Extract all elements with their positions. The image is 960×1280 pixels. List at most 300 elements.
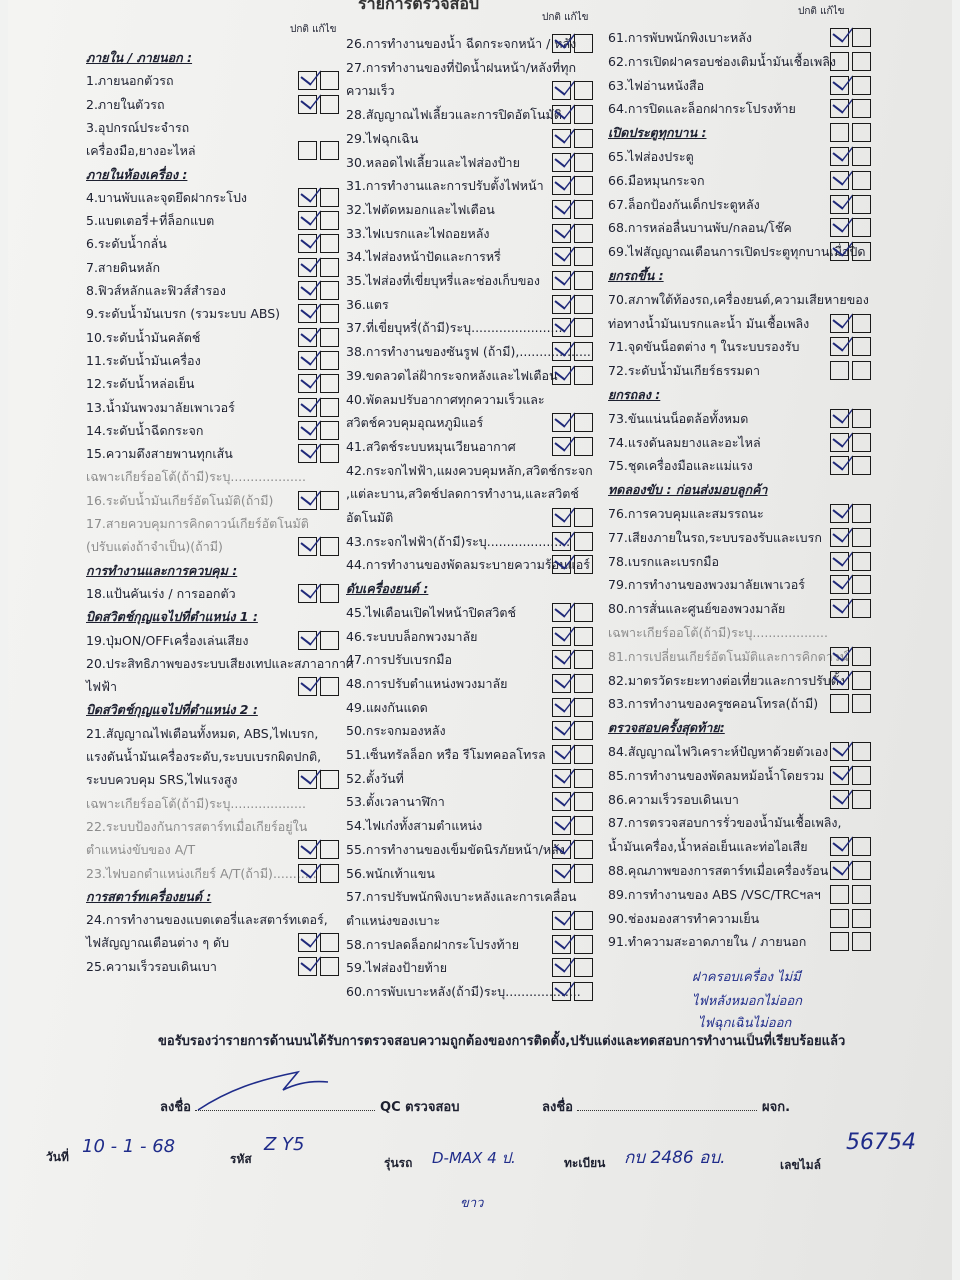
checkbox-normal[interactable] xyxy=(830,599,849,618)
checkbox-pair xyxy=(298,933,339,952)
checkbox-pair xyxy=(830,528,871,547)
checkbox-normal[interactable] xyxy=(298,258,317,277)
checkbox-pair xyxy=(552,318,593,337)
checklist-item-label: ไฟสัญญาณเตือนต่าง ๆ ดับ xyxy=(86,935,230,950)
checkbox-pair xyxy=(552,792,593,811)
checklist-item-label: 36.แตร xyxy=(346,297,389,312)
checkbox-fix[interactable] xyxy=(574,698,593,717)
checkbox-fix[interactable] xyxy=(574,721,593,740)
checkbox-fix[interactable] xyxy=(574,153,593,172)
checkbox-pair xyxy=(552,295,593,314)
date-row: วันที่ xyxy=(46,1150,69,1164)
checkbox-normal[interactable] xyxy=(552,745,571,764)
certification-text: ขอรับรองว่ารายการด้านบนได้รับการตรวจสอบความถูกต้องของการติดตั้ง,ปรับแต่งและทดสอบการทำงานเป็นที่เรียบร้อยแล้ว xyxy=(158,1034,846,1049)
checkbox-pair xyxy=(552,958,593,977)
checkbox-fix[interactable] xyxy=(574,224,593,243)
checkbox-normal[interactable] xyxy=(552,935,571,954)
checklist-item-label: 4.บานพับและจุดยึดฝากระโปง xyxy=(86,190,248,205)
checkbox-fix[interactable] xyxy=(574,200,593,219)
checkbox-fix[interactable] xyxy=(574,271,593,290)
checkbox-fix[interactable] xyxy=(320,95,339,114)
checkbox-pair xyxy=(298,398,339,417)
checkbox-normal[interactable] xyxy=(298,933,317,952)
checkbox-fix[interactable] xyxy=(852,456,871,475)
checkbox-normal[interactable] xyxy=(552,81,571,100)
checklist-item-label: 84.สัญญาณไฟวิเคราะห์ปัญหาด้วยตัวเอง xyxy=(608,744,829,759)
checklist-item-label: 90.ช่องมองสารทำความเย็น xyxy=(608,911,760,926)
checklist-item-label: ความเร็ว xyxy=(346,83,395,98)
checklist-item-label: 8.ฟิวส์หลักและฟิวส์สำรอง xyxy=(86,283,226,298)
checklist-item-label: 74.แรงดันลมยางและอะไหล่ xyxy=(608,435,761,450)
checkbox-normal[interactable] xyxy=(552,200,571,219)
checkbox-fix[interactable] xyxy=(574,413,593,432)
checkbox-pair xyxy=(552,224,593,243)
checkbox-fix[interactable] xyxy=(320,864,339,883)
col-header-2: ปกติ แก้ไข xyxy=(542,12,589,23)
checkbox-pair xyxy=(830,337,871,356)
checkbox-normal[interactable] xyxy=(298,304,317,323)
checkbox-fix[interactable] xyxy=(852,123,871,142)
checkbox-fix[interactable] xyxy=(574,816,593,835)
checkbox-pair xyxy=(298,957,339,976)
checkbox-fix[interactable] xyxy=(852,314,871,333)
checkbox-normal[interactable] xyxy=(298,421,317,440)
section-heading: ภายใน / ภายนอก : xyxy=(86,50,193,65)
checkbox-fix[interactable] xyxy=(574,935,593,954)
checkbox-normal[interactable] xyxy=(552,437,571,456)
checkbox-fix[interactable] xyxy=(574,650,593,669)
checklist-item-label: 73.ขันแน่นน็อตล้อทั้งหมด xyxy=(608,411,749,426)
checkbox-pair xyxy=(298,537,339,556)
checkbox-normal[interactable] xyxy=(552,958,571,977)
page-title: รายการตรวจสอบ xyxy=(358,0,480,13)
checkbox-normal[interactable] xyxy=(830,52,849,71)
checkbox-normal[interactable] xyxy=(830,218,849,237)
checklist-item-label: 42.กระจกไฟฟ้า,แผงควบคุมหลัก,สวิตช์กระจก xyxy=(346,463,593,478)
checklist-item-label: 50.กระจกมองหลัง xyxy=(346,723,446,738)
checkbox-normal[interactable] xyxy=(830,504,849,523)
checkbox-normal[interactable] xyxy=(552,555,571,574)
checkbox-normal[interactable] xyxy=(298,770,317,789)
checkbox-fix[interactable] xyxy=(574,342,593,361)
checkbox-fix[interactable] xyxy=(320,328,339,347)
checkbox-fix[interactable] xyxy=(574,769,593,788)
checkbox-normal[interactable] xyxy=(552,508,571,527)
checkbox-fix[interactable] xyxy=(320,677,339,696)
checkbox-fix[interactable] xyxy=(320,71,339,90)
checklist-item-label: 49.แผงกันแดด xyxy=(346,700,428,715)
checkbox-fix[interactable] xyxy=(574,603,593,622)
checkbox-fix[interactable] xyxy=(320,258,339,277)
checkbox-fix[interactable] xyxy=(320,351,339,370)
checkbox-normal[interactable] xyxy=(830,694,849,713)
checkbox-normal[interactable] xyxy=(552,532,571,551)
section-heading: ทดลองขับ : ก่อนส่งมอบลูกค้า xyxy=(608,482,768,497)
section-heading: บิดสวิตช์กุญแจไปที่ตำแหน่ง 2 : xyxy=(86,702,258,717)
checkbox-normal[interactable] xyxy=(830,99,849,118)
checkbox-fix[interactable] xyxy=(574,745,593,764)
checklist-item-label: 26.การทำงานของน้ำ ฉีดกระจกหน้า / หลัง xyxy=(346,36,577,51)
checkbox-fix[interactable] xyxy=(852,909,871,928)
checklist-item-label: 18.แป้นคันเร่ง / การออกตัว xyxy=(86,586,236,601)
checkbox-fix[interactable] xyxy=(574,532,593,551)
checkbox-fix[interactable] xyxy=(852,742,871,761)
checkbox-normal[interactable] xyxy=(830,314,849,333)
section-heading: เปิดประตูทุกบาน : xyxy=(608,125,707,140)
checkbox-normal[interactable] xyxy=(298,584,317,603)
checklist-item-label: 62.การเปิดฝาครอบช่องเติมน้ำมันเชื้อเพลิง xyxy=(608,54,836,69)
checkbox-pair xyxy=(830,242,871,261)
checkbox-normal[interactable] xyxy=(830,337,849,356)
checkbox-fix[interactable] xyxy=(852,575,871,594)
checklist-item-label: 52.ตั้งวันที่ xyxy=(346,771,404,786)
checkbox-normal[interactable] xyxy=(298,398,317,417)
checkbox-normal[interactable] xyxy=(830,76,849,95)
checkbox-pair xyxy=(830,99,871,118)
checkbox-fix[interactable] xyxy=(320,840,339,859)
checkbox-fix[interactable] xyxy=(574,911,593,930)
checkbox-normal[interactable] xyxy=(552,792,571,811)
checkbox-normal[interactable] xyxy=(298,957,317,976)
checkbox-fix[interactable] xyxy=(852,433,871,452)
checkbox-fix[interactable] xyxy=(852,599,871,618)
checkbox-fix[interactable] xyxy=(852,52,871,71)
checkbox-fix[interactable] xyxy=(852,171,871,190)
checkbox-fix[interactable] xyxy=(320,491,339,510)
checkbox-pair xyxy=(552,366,593,385)
plate-value: กบ 2486 อบ. xyxy=(624,1148,726,1168)
checkbox-fix[interactable] xyxy=(574,34,593,53)
checkbox-normal[interactable] xyxy=(830,409,849,428)
checkbox-pair xyxy=(298,770,339,789)
checkbox-normal[interactable] xyxy=(830,123,849,142)
checkbox-normal[interactable] xyxy=(552,318,571,337)
checkbox-normal[interactable] xyxy=(552,342,571,361)
checkbox-normal[interactable] xyxy=(830,671,849,690)
checkbox-fix[interactable] xyxy=(574,508,593,527)
checkbox-normal[interactable] xyxy=(552,271,571,290)
checklist-item-label: 20.ประสิทธิภาพของระบบเสียงเทปและสภาอากาศ xyxy=(86,656,354,671)
checkbox-fix[interactable] xyxy=(852,861,871,880)
checkbox-fix[interactable] xyxy=(320,770,339,789)
checklist-item-label: 57.การปรับพนักพิงเบาะหลังและการเคลื่อน xyxy=(346,889,577,904)
note-line-2: ไฟหลังหมอกไม่ออก xyxy=(692,994,803,1009)
checkbox-fix[interactable] xyxy=(852,647,871,666)
checkbox-normal[interactable] xyxy=(298,351,317,370)
checklist-item-label: 43.กระจกไฟฟ้า(ถ้ามี)ระบุ..................... xyxy=(346,534,571,549)
checkbox-fix[interactable] xyxy=(574,958,593,977)
checkbox-fix[interactable] xyxy=(574,864,593,883)
checkbox-normal[interactable] xyxy=(552,816,571,835)
checkbox-fix[interactable] xyxy=(574,555,593,574)
checkbox-normal[interactable] xyxy=(830,766,849,785)
checkbox-normal[interactable] xyxy=(552,34,571,53)
checkbox-normal[interactable] xyxy=(830,742,849,761)
checkbox-normal[interactable] xyxy=(552,366,571,385)
checkbox-fix[interactable] xyxy=(320,234,339,253)
checkbox-fix[interactable] xyxy=(320,281,339,300)
checkbox-fix[interactable] xyxy=(852,552,871,571)
checkbox-fix[interactable] xyxy=(320,631,339,650)
checkbox-normal[interactable] xyxy=(298,141,317,160)
section-heading: ยกรถขึ้น : xyxy=(608,268,664,283)
checkbox-pair xyxy=(552,247,593,266)
checkbox-fix[interactable] xyxy=(852,528,871,547)
checklist-item-label: 58.การปลดล็อกฝากระโปรงท้าย xyxy=(346,937,520,952)
checkbox-fix[interactable] xyxy=(852,671,871,690)
checkbox-normal[interactable] xyxy=(830,575,849,594)
checklist-item-label: 33.ไฟเบรกและไฟถอยหลัง xyxy=(346,226,490,241)
checklist-item-label: 24.การทำงานของแบตเตอรี่และสตาร์ทเตอร์, xyxy=(86,912,328,927)
checkbox-normal[interactable] xyxy=(830,909,849,928)
checkbox-fix[interactable] xyxy=(852,790,871,809)
checkbox-normal[interactable] xyxy=(298,374,317,393)
checkbox-pair xyxy=(552,816,593,835)
checkbox-normal[interactable] xyxy=(830,647,849,666)
checklist-item-label: 88.คุณภาพของการสตาร์ทเมื่อเครื่องร้อน xyxy=(608,863,829,878)
checkbox-normal[interactable] xyxy=(298,234,317,253)
checkbox-fix[interactable] xyxy=(574,247,593,266)
checklist-item-label: ไฟฟ้า xyxy=(86,679,118,694)
checkbox-pair xyxy=(298,188,339,207)
section-heading: ตรวจสอบครั้งสุดท้าย: xyxy=(608,720,725,735)
checkbox-normal[interactable] xyxy=(830,932,849,951)
checklist-item-label: 89.การทำงานของ ABS /VSC/TRCฯลฯ xyxy=(608,887,821,902)
checklist-item-label: 15.ความตึงสายพานทุกเส้น xyxy=(86,446,233,461)
checkbox-normal[interactable] xyxy=(298,281,317,300)
checkbox-normal[interactable] xyxy=(298,491,317,510)
checklist-item-label: 16.ระดับน้ำมันเกียร์อัตโนมัติ(ถ้ามี) xyxy=(86,493,274,508)
checkbox-pair xyxy=(830,647,871,666)
checklist-item-label: 80.การสั่นและศูนย์ของพวงมาลัย xyxy=(608,601,786,616)
checkbox-fix[interactable] xyxy=(574,437,593,456)
section-heading: ดับเครื่องยนต์ : xyxy=(346,581,429,596)
checklist-item-label: 72.ระดับน้ำมันเกียร์ธรรมดา xyxy=(608,363,761,378)
plate-label: ทะเบียน xyxy=(564,1156,606,1170)
checkbox-fix[interactable] xyxy=(574,295,593,314)
checklist-item-label: 19.ปุ่มON/OFFเครื่องเล่นเสียง xyxy=(86,633,249,648)
checkbox-normal[interactable] xyxy=(830,361,849,380)
checkbox-pair xyxy=(830,552,871,571)
checkbox-fix[interactable] xyxy=(852,218,871,237)
checkbox-fix[interactable] xyxy=(852,28,871,47)
checkbox-fix[interactable] xyxy=(574,81,593,100)
checklist-item-label: 47.การปรับเบรกมือ xyxy=(346,652,452,667)
checkbox-pair xyxy=(830,790,871,809)
checklist-item-label: 32.ไฟตัดหมอกและไฟเตือน xyxy=(346,202,495,217)
checkbox-fix[interactable] xyxy=(574,674,593,693)
checkbox-fix[interactable] xyxy=(320,304,339,323)
checkbox-pair xyxy=(830,456,871,475)
checkbox-fix[interactable] xyxy=(574,105,593,124)
checkbox-pair xyxy=(552,532,593,551)
checkbox-normal[interactable] xyxy=(830,171,849,190)
checkbox-normal[interactable] xyxy=(552,650,571,669)
checkbox-fix[interactable] xyxy=(320,957,339,976)
checkbox-normal[interactable] xyxy=(830,433,849,452)
section-heading: การทำงานและการควบคุม : xyxy=(86,563,238,578)
checkbox-normal[interactable] xyxy=(552,176,571,195)
checkbox-pair xyxy=(552,603,593,622)
checkbox-normal[interactable] xyxy=(552,674,571,693)
checklist-item-label: 29.ไฟฉุกเฉิน xyxy=(346,131,419,146)
checklist-item-label: 83.การทำงานของครูซคอนโทรล(ถ้ามี) xyxy=(608,696,819,711)
checkbox-normal[interactable] xyxy=(830,861,849,880)
checklist-item-label: ตำแหน่งขับของ A/T xyxy=(86,842,196,857)
checkbox-fix[interactable] xyxy=(320,537,339,556)
checkbox-pair xyxy=(830,123,871,142)
checkbox-normal[interactable] xyxy=(552,840,571,859)
checkbox-pair xyxy=(552,698,593,717)
checkbox-normal[interactable] xyxy=(298,95,317,114)
checkbox-fix[interactable] xyxy=(852,242,871,261)
checkbox-fix[interactable] xyxy=(852,337,871,356)
checkbox-fix[interactable] xyxy=(320,211,339,230)
checkbox-normal[interactable] xyxy=(552,627,571,646)
checkbox-fix[interactable] xyxy=(320,141,339,160)
checkbox-fix[interactable] xyxy=(320,374,339,393)
checkbox-normal[interactable] xyxy=(830,790,849,809)
checkbox-pair xyxy=(830,314,871,333)
checkbox-fix[interactable] xyxy=(574,792,593,811)
checklist-item-label: เฉพาะเกียร์ออโต้(ถ้ามี)ระบุ................... xyxy=(608,625,828,640)
checkbox-fix[interactable] xyxy=(320,421,339,440)
checkbox-fix[interactable] xyxy=(852,147,871,166)
checkbox-normal[interactable] xyxy=(830,242,849,261)
checklist-item-label: 86.ความเร็วรอบเดินเบา xyxy=(608,792,739,807)
checkbox-normal[interactable] xyxy=(552,721,571,740)
checklist-paper xyxy=(8,0,952,1280)
checkbox-pair xyxy=(298,491,339,510)
checkbox-fix[interactable] xyxy=(574,627,593,646)
checkbox-fix[interactable] xyxy=(852,932,871,951)
checkbox-normal[interactable] xyxy=(298,537,317,556)
checkbox-pair xyxy=(830,742,871,761)
checkbox-pair xyxy=(830,885,871,904)
checkbox-fix[interactable] xyxy=(852,99,871,118)
checkbox-normal[interactable] xyxy=(830,456,849,475)
checklist-item-label: 54.ไฟเก๋งทั้งสามตำแหน่ง xyxy=(346,818,483,833)
checklist-item-label: 31.การทำงานและการปรับตั้งไฟหน้า xyxy=(346,178,544,193)
checkbox-pair xyxy=(830,837,871,856)
checkbox-normal[interactable] xyxy=(298,211,317,230)
checkbox-pair xyxy=(552,81,593,100)
checkbox-fix[interactable] xyxy=(852,504,871,523)
checkbox-normal[interactable] xyxy=(298,864,317,883)
checkbox-normal[interactable] xyxy=(298,840,317,859)
checkbox-normal[interactable] xyxy=(830,147,849,166)
checkbox-normal[interactable] xyxy=(552,105,571,124)
checkbox-pair xyxy=(298,631,339,650)
checkbox-normal[interactable] xyxy=(552,769,571,788)
checkbox-fix[interactable] xyxy=(320,188,339,207)
checkbox-normal[interactable] xyxy=(552,982,571,1001)
checklist-item-label: 69.ไฟสัญญาณเตือนการเปิดประตูทุกบานเมื่อปิด xyxy=(608,244,866,259)
checklist-item-label: น้ำมันเครื่อง,น้ำหล่อเย็นและท่อไอเสีย xyxy=(608,839,808,854)
checkbox-normal[interactable] xyxy=(552,413,571,432)
checkbox-fix[interactable] xyxy=(320,933,339,952)
checkbox-fix[interactable] xyxy=(574,982,593,1001)
checkbox-normal[interactable] xyxy=(552,698,571,717)
checkbox-normal[interactable] xyxy=(298,631,317,650)
checklist-item-label: 28.สัญญาณไฟเลี้ยวและการปิดอัตโนมัติ xyxy=(346,107,562,122)
checkbox-pair xyxy=(298,864,339,883)
checkbox-normal[interactable] xyxy=(298,677,317,696)
checkbox-pair xyxy=(298,258,339,277)
checklist-item-label: 9.ระดับน้ำมันเบรก (รวมระบบ ABS) xyxy=(86,306,281,321)
checkbox-fix[interactable] xyxy=(852,76,871,95)
checklist-item-label: 27.การทำงานของที่ปัดน้ำฝนหน้า/หลังที่ทุก xyxy=(346,60,577,75)
date-value: 10 - 1 - 68 xyxy=(82,1136,176,1157)
checkbox-pair xyxy=(830,861,871,880)
checkbox-normal[interactable] xyxy=(552,864,571,883)
checklist-item-label: 91.ทำความสะอาดภายใน / ภายนอก xyxy=(608,934,807,949)
checkbox-fix[interactable] xyxy=(852,766,871,785)
checkbox-pair xyxy=(552,721,593,740)
note-line-3: ไฟฉุกเฉินไม่ออก xyxy=(698,1016,792,1031)
checkbox-normal[interactable] xyxy=(830,195,849,214)
checkbox-normal[interactable] xyxy=(552,153,571,172)
checkbox-fix[interactable] xyxy=(574,318,593,337)
checkbox-normal[interactable] xyxy=(298,328,317,347)
note-line-1: ฝาครอบเครื่อง ไม่มี xyxy=(692,970,801,985)
checklist-item-label: 21.สัญญาณไฟเตือนทั้งหมด, ABS,ไฟเบรก, xyxy=(86,726,319,741)
checkbox-normal[interactable] xyxy=(298,444,317,463)
checkbox-normal[interactable] xyxy=(552,295,571,314)
col-header-1: ปกติ แก้ไข xyxy=(290,24,337,35)
checkbox-normal[interactable] xyxy=(830,28,849,47)
checklist-item-label: 61.การพับพนักพิงเบาะหลัง xyxy=(608,30,752,45)
checklist-item-label: 51.เซ็นทรัลล็อก หรือ รีโมทคอลโทรล xyxy=(346,747,546,762)
checkbox-fix[interactable] xyxy=(852,195,871,214)
checkbox-fix[interactable] xyxy=(852,885,871,904)
checkbox-fix[interactable] xyxy=(852,361,871,380)
checkbox-normal[interactable] xyxy=(552,224,571,243)
code-label: รหัส xyxy=(230,1152,252,1166)
checklist-item-label: 64.การปิดและล็อกฝากระโปรงท้าย xyxy=(608,101,796,116)
checkbox-normal[interactable] xyxy=(830,885,849,904)
checkbox-pair xyxy=(298,351,339,370)
checkbox-pair xyxy=(552,437,593,456)
checkbox-fix[interactable] xyxy=(574,176,593,195)
checklist-item-label: 71.จุดขันน็อตต่าง ๆ ในระบบรองรับ xyxy=(608,339,800,354)
checkbox-normal[interactable] xyxy=(552,911,571,930)
checkbox-pair xyxy=(552,911,593,930)
checkbox-pair xyxy=(552,627,593,646)
checklist-item-label: 70.สภาพใต้ท้องรถ,เครื่องยนต์,ความเสียหายของ xyxy=(608,292,869,307)
checkbox-normal[interactable] xyxy=(830,837,849,856)
checkbox-normal[interactable] xyxy=(552,247,571,266)
checkbox-fix[interactable] xyxy=(852,837,871,856)
checkbox-normal[interactable] xyxy=(830,552,849,571)
checkbox-normal[interactable] xyxy=(830,528,849,547)
checkbox-normal[interactable] xyxy=(552,129,571,148)
checkbox-pair xyxy=(830,766,871,785)
checkbox-normal[interactable] xyxy=(552,603,571,622)
checkbox-fix[interactable] xyxy=(574,129,593,148)
checkbox-fix[interactable] xyxy=(574,366,593,385)
checkbox-fix[interactable] xyxy=(320,398,339,417)
checklist-item-label: 46.ระบบบล็อกพวงมาลัย xyxy=(346,629,478,644)
checkbox-fix[interactable] xyxy=(852,409,871,428)
checkbox-fix[interactable] xyxy=(574,840,593,859)
checklist-item-label: ตำแหน่งของเบาะ xyxy=(346,913,441,928)
checkbox-fix[interactable] xyxy=(852,694,871,713)
checkbox-normal[interactable] xyxy=(298,188,317,207)
checkbox-fix[interactable] xyxy=(320,444,339,463)
checkbox-normal[interactable] xyxy=(298,71,317,90)
checkbox-fix[interactable] xyxy=(320,584,339,603)
